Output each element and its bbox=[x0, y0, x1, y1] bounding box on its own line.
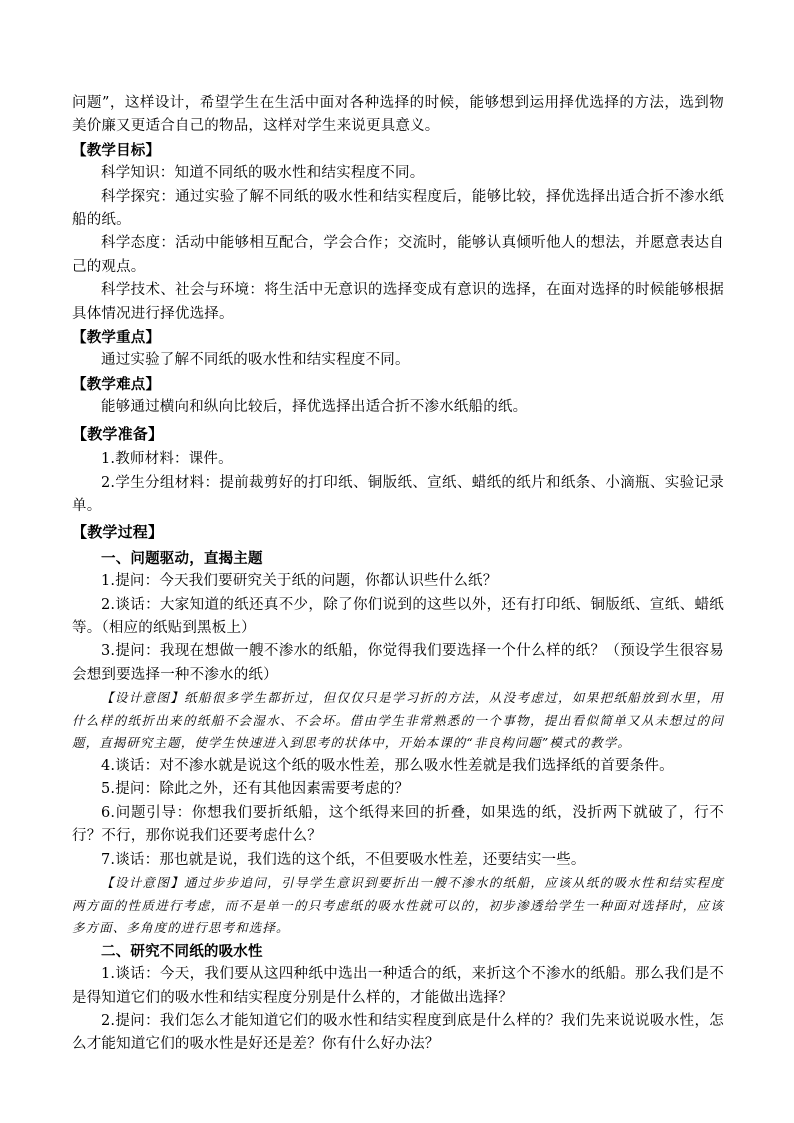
process-part-two-step-2: 2.提问：我们怎么才能知道它们的吸水性和结实程度到底是什么样的？我们先来说说吸水性，怎么才能知道它们的吸水性是好还是差？你有什么好办法？ bbox=[72, 1012, 724, 1053]
preparation-student: 2.学生分组材料：提前裁剪好的打印纸、铜版纸、宣纸、蜡纸的纸片和纸条、小滴瓶、实验记录单。 bbox=[72, 474, 724, 514]
intro-paragraph: 问题”，这样设计，希望学生在生活中面对各种选择的时候，能够想到运用择优选择的方法，选到物美价廉又更适合自己的物品，这样对学生来说更具意义。 bbox=[72, 95, 724, 135]
focus-text: 通过实验了解不同纸的吸水性和结实程度不同。 bbox=[101, 352, 410, 369]
design-intent-note-2: 【设计意图】通过步步追问，引导学生意识到要折出一艘不渗水的纸船，应该从纸的吸水性和结实程度两方面的性质进行考虑，而不是单一的只考虑纸的吸水性就可以的，初步渗透给学生一种面对选择时，应该多方面、多角度的进行思考和选择。 bbox=[72, 874, 724, 936]
objective-sts: 科学技术、社会与环境：将生活中无意识的选择变成有意识的选择，在面对选择的时候能够根据具体情况进行择优选择。 bbox=[72, 282, 724, 322]
process-step-6: 6.问题引导：你想我们要折纸船，这个纸得来回的折叠，如果选的纸，没折两下就破了，行不行？不行，那你说我们还要考虑什么？ bbox=[72, 804, 724, 845]
process-step-7: 7.谈话：那也就是说，我们选的这个纸，不但要吸水性差，还要结实一些。 bbox=[101, 851, 586, 868]
section-heading-objectives: 【教学目标】 bbox=[72, 141, 161, 159]
objective-attitude: 科学态度：活动中能够相互配合，学会合作；交流时，能够认真倾听他人的想法，并愿意表达自己的观点。 bbox=[72, 235, 724, 275]
section-heading-preparation: 【教学准备】 bbox=[72, 424, 164, 443]
process-part-two-title: 二、研究不同纸的吸水性 bbox=[101, 942, 263, 960]
objective-knowledge: 科学知识：知道不同纸的吸水性和结实程度不同。 bbox=[101, 165, 425, 182]
process-step-4: 4.谈话：对不渗水就是说这个纸的吸水性差，那么吸水性差就是我们选择纸的首要条件。 bbox=[101, 757, 674, 774]
section-heading-process: 【教学过程】 bbox=[72, 523, 164, 542]
difficulty-text: 能够通过横向和纵向比较后，择优选择出适合折不渗水纸船的纸。 bbox=[101, 399, 528, 416]
section-heading-difficulty: 【教学难点】 bbox=[72, 375, 161, 393]
process-step-3: 3.提问：我现在想做一艘不渗水的纸船，你觉得我们要选择一个什么样的纸？（预设学生很容易会想到要选择一种不渗水的纸） bbox=[72, 643, 724, 683]
preparation-teacher: 1.教师材料：课件。 bbox=[101, 451, 233, 468]
process-part-two-step-1: 1.谈话：今天，我们要从这四种纸中选出一种适合的纸，来折这个不渗水的纸船。那么我们是不是得知道它们的吸水性和结实程度分别是什么样的，才能做出选择？ bbox=[72, 966, 724, 1006]
design-intent-note-1: 【设计意图】纸船很多学生都折过，但仅仅只是学习折的方法，从没考虑过，如果把纸船放到水里，用什么样的纸折出来的纸船不会湿水、不会坏。借由学生非常熟悉的一个事物，提出看似简单又从未想过的问题，直揭研究主题，使学生快速进入到思考的状体中，开始本课的“非良构问题”模式的教学。 bbox=[72, 690, 724, 751]
process-step-5: 5.提问：除此之外，还有其他因素需要考虑的？ bbox=[101, 781, 410, 798]
process-step-2: 2.谈话：大家知道的纸还真不少，除了你们说到的这些以外，还有打印纸、铜版纸、宣纸、蜡纸等。（相应的纸贴到黑板上） bbox=[72, 596, 724, 636]
objective-inquiry: 科学探究：通过实验了解不同纸的吸水性和结实程度后，能够比较，择优选择出适合折不渗水纸船的纸。 bbox=[72, 188, 724, 229]
process-step-1: 1.提问：今天我们要研究关于纸的问题，你都认识些什么纸？ bbox=[101, 573, 498, 590]
lesson-plan-body bbox=[72, 92, 724, 1057]
process-part-one-title: 一、问题驱动，直揭主题 bbox=[101, 549, 263, 567]
section-heading-focus: 【教学重点】 bbox=[72, 329, 161, 347]
